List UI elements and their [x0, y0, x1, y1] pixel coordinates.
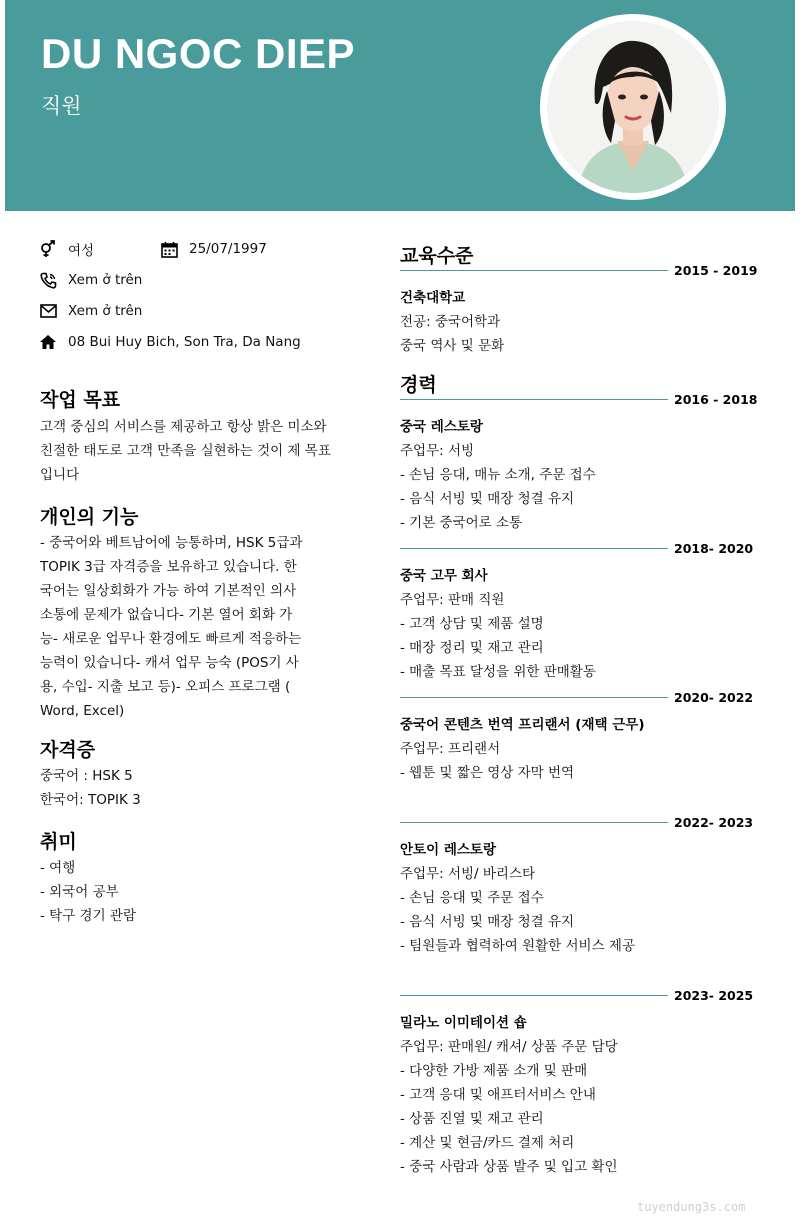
experience-divider [400, 548, 668, 549]
experience-line: - 계산 및 현금/카드 결제 처리 [400, 1135, 575, 1151]
address-text: 08 Bui Huy Bich, Son Tra, Da Nang [68, 334, 301, 350]
experience-line: - 매장 정리 및 재고 관리 [400, 640, 544, 656]
experience-company: 중국 고무 회사 [400, 568, 488, 584]
birthdate-text: 25/07/1997 [189, 241, 267, 257]
experience-line: - 고객 상담 및 제품 설명 [400, 616, 544, 632]
experience-line: 주업무: 판매원/ 캐셔/ 상품 주문 담당 [400, 1039, 618, 1055]
education-divider [400, 270, 668, 271]
experience-line: - 팀원들과 협력하여 원활한 서비스 제공 [400, 938, 635, 954]
phone-icon [38, 270, 58, 290]
objective-title: 작업 목표 [40, 389, 121, 411]
phone-text: Xem ở trên [68, 272, 143, 288]
education-school: 건축대학교 [400, 290, 466, 306]
experience-divider [400, 995, 668, 996]
experience-line: - 상품 진열 및 재고 관리 [400, 1111, 544, 1127]
experience-divider [400, 399, 668, 400]
experience-line: - 중국 사람과 상품 발주 및 입고 확인 [400, 1159, 618, 1175]
skills-line: Word, Excel) [40, 703, 125, 719]
skills-title: 개인의 기능 [40, 506, 139, 528]
experience-line: - 매출 목표 달성을 위한 판매활동 [400, 664, 596, 680]
hobby-item: - 외국어 공부 [40, 884, 119, 900]
experience-line: 주업무: 판매 직원 [400, 592, 505, 608]
experience-dates: 2022- 2023 [674, 815, 754, 830]
experience-company: 중국어 콘텐츠 번역 프리랜서 (재택 근무) [400, 717, 645, 733]
candidate-role: 직원 [41, 94, 82, 118]
experience-line: - 다양한 가방 제품 소개 및 판매 [400, 1063, 588, 1079]
objective-text [40, 415, 350, 487]
experience-line: 주업무: 서빙 [400, 443, 475, 459]
header-banner [5, 0, 795, 211]
phone-row [38, 270, 142, 290]
experience-dates: 2016 - 2018 [674, 392, 758, 407]
candidate-name: DU NGOC DIEP [41, 30, 356, 77]
experience-line: - 고객 응대 및 애프터서비스 안내 [400, 1087, 596, 1103]
mail-icon [38, 301, 58, 321]
objective-line: 친절한 태도로 고객 만족을 실현하는 것이 제 목표 [40, 443, 331, 459]
experience-line: - 웹툰 및 짧은 영상 자막 번역 [400, 765, 575, 781]
gender-icon [38, 239, 58, 259]
experience-line: 주업무: 서빙/ 바리스타 [400, 866, 536, 882]
email-row [38, 301, 142, 321]
skills-line: - 중국어와 베트남어에 능통하며, HSK 5급과 [40, 535, 303, 551]
hobby-item: - 여행 [40, 860, 76, 876]
experience-dates: 2018- 2020 [674, 541, 754, 556]
experience-company: 중국 레스토랑 [400, 419, 483, 435]
experience-dates: 2023- 2025 [674, 988, 754, 1003]
experience-line: - 손님 응대 및 주문 접수 [400, 890, 544, 906]
education-line: 중국 역사 및 문화 [400, 338, 505, 354]
experience-line: - 기본 중국어로 소통 [400, 515, 523, 531]
education-line: 전공: 중국어학과 [400, 314, 501, 330]
experience-company: 안토이 레스토랑 [400, 842, 496, 858]
skills-line: 국어는 일상회화가 가능 하여 기본적인 의사 [40, 583, 297, 599]
skills-line: 소통에 문제가 없습니다- 기본 열어 회화 가 [40, 607, 293, 623]
experience-divider [400, 822, 668, 823]
objective-line: 입니다 [40, 467, 80, 483]
objective-line: 고객 중심의 서비스를 제공하고 항상 밝은 미소와 [40, 419, 327, 435]
skills-text [40, 531, 318, 723]
profile-photo [540, 14, 726, 200]
hobby-item: - 탁구 경기 관람 [40, 908, 136, 924]
experience-line: - 음식 서빙 및 매장 청결 유지 [400, 914, 575, 930]
gender-row [38, 239, 94, 259]
certificates-title: 자격증 [40, 739, 96, 761]
skills-line: 능- 새로운 업무나 환경에도 빠르게 적응하는 [40, 631, 302, 647]
birthdate-row [159, 239, 267, 259]
education-title: 교육수준 [400, 245, 474, 267]
certificate-item: 중국어 : HSK 5 [40, 768, 133, 784]
skills-line: TOPIK 3급 자격증을 보유하고 있습니다. 한 [40, 559, 297, 575]
watermark: tuyendung3s.com [637, 1200, 746, 1214]
gender-text: 여성 [68, 243, 95, 259]
portrait-illustration [547, 21, 719, 193]
experience-title: 경력 [400, 374, 437, 396]
hobbies-title: 취미 [40, 831, 77, 853]
certificates-list [40, 764, 141, 812]
hobbies-list [40, 856, 136, 928]
experience-line: 주업무: 프리랜서 [400, 741, 501, 757]
home-icon [38, 332, 58, 352]
skills-line: 용, 수입- 지출 보고 등)- 오피스 프로그램 ( [40, 679, 291, 695]
experience-company: 밀라노 이미테이션 숍 [400, 1015, 527, 1031]
skills-line: 능력이 있습니다- 캐셔 업무 능숙 (POS기 사 [40, 655, 299, 671]
experience-line: - 음식 서빙 및 매장 청결 유지 [400, 491, 575, 507]
experience-divider [400, 697, 668, 698]
address-row [38, 332, 301, 352]
certificate-item: 한국어: TOPIK 3 [40, 792, 141, 808]
experience-line: - 손님 응대, 매뉴 소개, 주문 접수 [400, 467, 596, 483]
experience-dates: 2020- 2022 [674, 690, 754, 705]
email-text: Xem ở trên [68, 303, 143, 319]
education-dates: 2015 - 2019 [674, 263, 758, 278]
calendar-icon [159, 239, 179, 259]
